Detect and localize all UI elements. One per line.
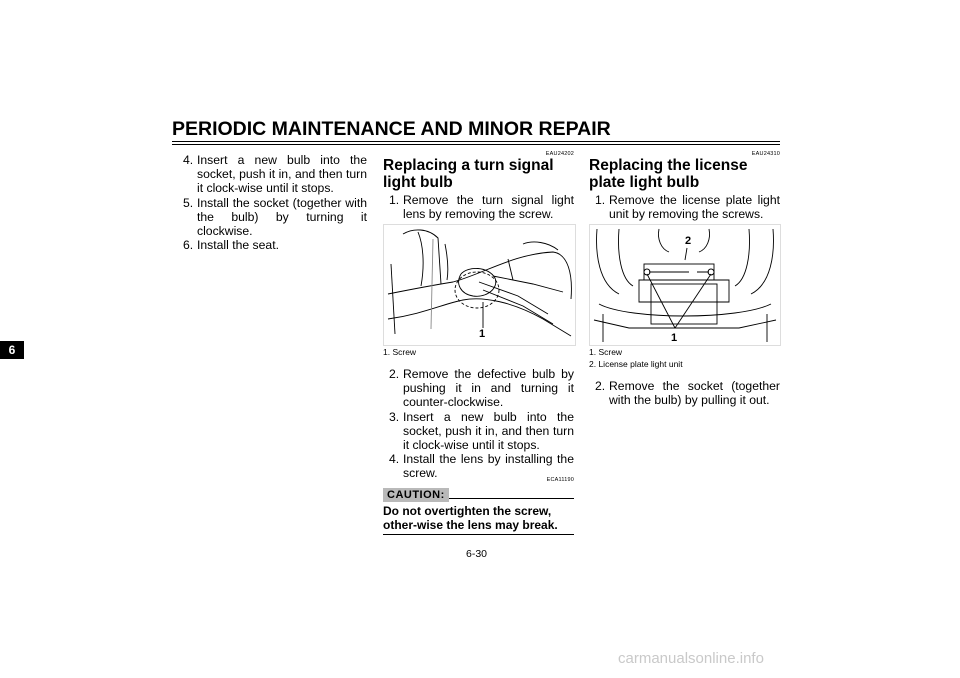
step-3 xyxy=(389,410,574,453)
caution-label: CAUTION: xyxy=(383,488,449,502)
step-number: 4. xyxy=(389,452,400,467)
section-heading-turn-signal: Replacing a turn signal light bulb xyxy=(383,157,554,191)
step-number: 1. xyxy=(389,193,400,207)
step-5 xyxy=(183,196,367,239)
caution-bottom-rule xyxy=(383,534,574,535)
callout-screw: 1 xyxy=(479,328,486,340)
step-2 xyxy=(389,367,574,410)
step-text: Remove the turn signal light lens by removing the screw. xyxy=(403,193,574,222)
caution-rule xyxy=(449,498,574,499)
section-code: EAU24202 xyxy=(545,151,574,157)
step-number: 2. xyxy=(595,379,606,393)
step-text: Install the seat. xyxy=(197,238,279,253)
right-step-1 xyxy=(595,193,780,221)
step-text: Install the lens by installing the screw. xyxy=(403,452,574,481)
step-4 xyxy=(183,153,367,196)
step-text: Insert a new bulb into the socket, push it in, and then turn it clock-wise until it stops. xyxy=(403,409,574,453)
step-number: 4. xyxy=(183,153,194,167)
step-number: 3. xyxy=(389,409,400,424)
left-column xyxy=(183,153,367,252)
step-text: Insert a new bulb into the socket, push it in, and then turn it clock-wise until it stops. xyxy=(197,153,367,196)
page-number: 6-30 xyxy=(466,548,488,560)
step-text: Remove the defective bulb by pushing it in and turning it counter-clockwise. xyxy=(403,367,574,410)
section-code: EAU24310 xyxy=(751,151,780,157)
middle-step-1 xyxy=(389,193,574,221)
caution-header xyxy=(383,485,574,501)
callout-screw: 1 xyxy=(671,332,678,344)
step-number: 5. xyxy=(183,195,194,210)
header-rule-thin xyxy=(172,144,780,145)
section-tab: 6 xyxy=(0,341,24,359)
caution-text: Do not overtighten the screw, other-wise the lens may break. xyxy=(383,504,558,532)
step-text: Install the socket (together with the bulb) by turning it clockwise. xyxy=(197,195,367,239)
step-6 xyxy=(183,238,367,252)
step-number: 6. xyxy=(183,238,194,253)
middle-steps xyxy=(389,367,574,481)
figure-caption-1: 1. Screw xyxy=(589,347,623,357)
caution-code: ECA11190 xyxy=(546,477,574,483)
watermark: carmanualsonline.info xyxy=(618,650,764,667)
right-step-2 xyxy=(595,379,780,407)
callout-license-light: 2 xyxy=(685,235,692,247)
figure-caption-2: 2. License plate light unit xyxy=(589,359,683,369)
step-number: 1. xyxy=(595,193,606,207)
section-heading-license-plate: Replacing the license plate light bulb xyxy=(589,157,748,191)
page-title: PERIODIC MAINTENANCE AND MINOR REPAIR xyxy=(172,118,611,140)
license-plate-figure xyxy=(589,224,781,346)
turn-signal-figure xyxy=(383,224,576,346)
step-number: 2. xyxy=(389,367,400,381)
step-text: Remove the license plate light unit by removing the screws. xyxy=(609,193,780,222)
header-rule xyxy=(172,141,780,142)
step-text: Remove the socket (together with the bulb) by pulling it out. xyxy=(609,379,780,408)
figure-caption: 1. Screw xyxy=(383,347,417,357)
